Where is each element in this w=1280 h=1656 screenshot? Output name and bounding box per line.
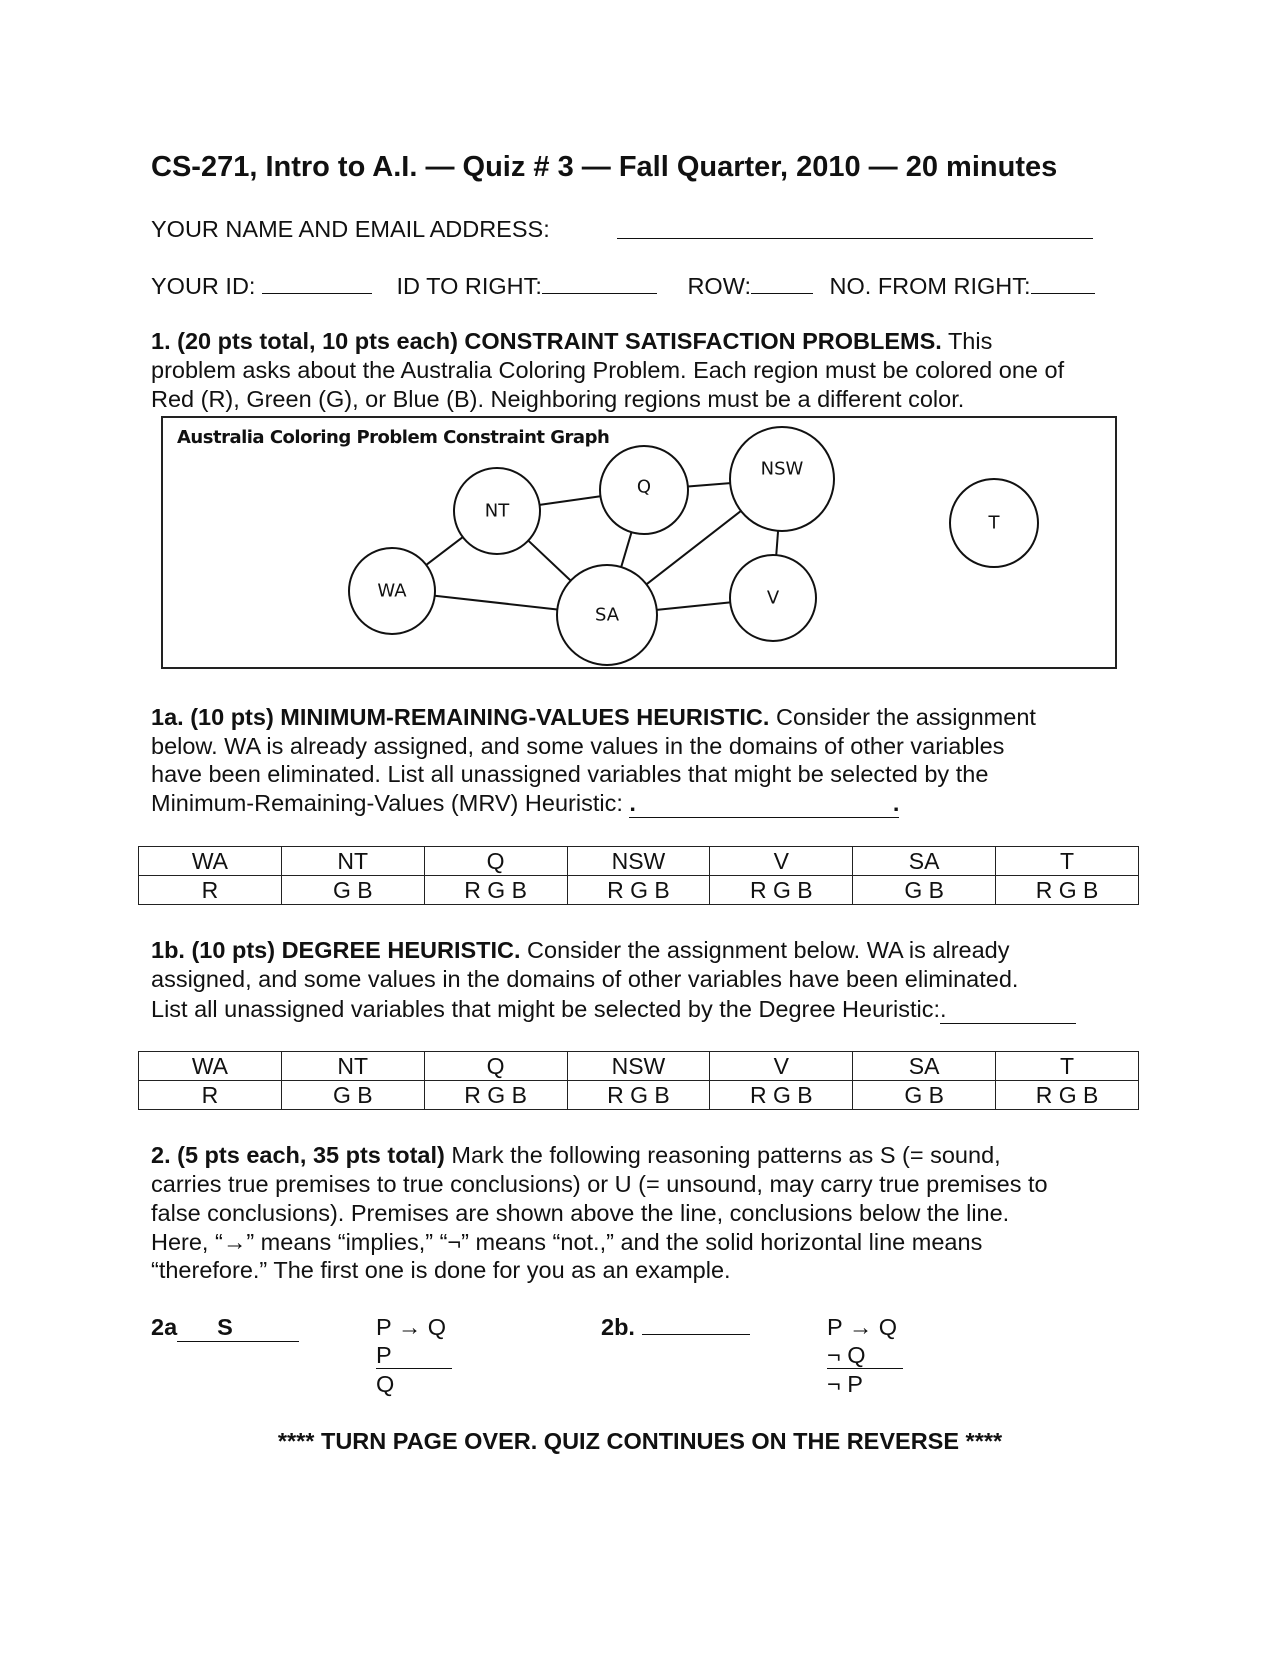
q2-line4: Here, “→” means “implies,” “¬” means “not.,” and the solid horizontal line means (151, 1229, 983, 1255)
graph-edge-Q-NSW (688, 483, 730, 486)
q2a-premise1: P → Q (376, 1314, 447, 1340)
q2-line2: carries true premises to true conclusions) or U (= unsound, may carry true premises to (151, 1171, 1048, 1197)
q2b-premise1: P → Q (827, 1314, 898, 1340)
table-cell: R G B (996, 876, 1139, 905)
graph-edge-NT-Q (540, 496, 601, 505)
graph-edge-NSW-V (776, 531, 778, 555)
graph-edge-SA-V (657, 602, 730, 610)
q1b-heading: 1b. (10 pts) DEGREE HEURISTIC. (151, 937, 521, 963)
graph-node-label: V (766, 587, 780, 609)
table-header-cell: T (996, 847, 1139, 876)
q2b-conclusion: ¬ P (827, 1371, 863, 1397)
q2a-row (151, 1313, 299, 1342)
graph-edge-NT-SA (528, 541, 570, 581)
table-header-cell: T (996, 1052, 1139, 1081)
table-header-cell: NSW (567, 1052, 710, 1081)
table-cell: R (139, 876, 282, 905)
degree-answer-field[interactable] (940, 995, 1076, 1024)
table-header-row (139, 1052, 1139, 1081)
table-header-cell: WA (139, 847, 282, 876)
q1a-text: Consider the assignment (769, 704, 1036, 730)
degree-table (138, 1051, 1139, 1110)
q2b-answer-field[interactable] (642, 1313, 750, 1335)
footer-note: **** TURN PAGE OVER. QUIZ CONTINUES ON THE REVERSE **** (277, 1428, 1003, 1454)
graph-node-label: WA (377, 580, 407, 602)
mrv-answer-field[interactable] (629, 789, 899, 818)
table-cell: R G B (996, 1081, 1139, 1110)
q1-line2: problem asks about the Australia Coloring Problem. Each region must be colored one of (151, 357, 1065, 383)
q1b-line2: assigned, and some values in the domains of other variables have been eliminated. (151, 966, 1019, 992)
q1b-line1 (151, 936, 1010, 964)
page-title: CS-271, Intro to A.I. — Quiz # 3 — Fall Quarter, 2010 — 20 minutes (151, 151, 1058, 183)
id-label: YOUR ID: (151, 273, 256, 299)
graph-title: Australia Coloring Problem Constraint Graph (177, 427, 610, 448)
table-header-cell: Q (424, 1052, 567, 1081)
q1a-heading: 1a. (10 pts) MINIMUM-REMAINING-VALUES HEURISTIC. (151, 704, 770, 730)
q2-heading: 2. (5 pts each, 35 pts total) (151, 1142, 445, 1168)
table-cell: G B (853, 1081, 996, 1110)
table-cell: G B (853, 876, 996, 905)
q2-text: Mark the following reasoning patterns as S (= sound, (444, 1142, 1001, 1168)
table-header-cell: V (710, 1052, 853, 1081)
q1a-line1 (151, 703, 1036, 731)
graph-node-label: NSW (760, 458, 804, 480)
graph-edge-WA-SA (435, 596, 558, 610)
table-cell: G B (281, 1081, 424, 1110)
table-header-cell: NT (281, 1052, 424, 1081)
q1a-text4: Minimum-Remaining-Values (MRV) Heuristic: (151, 790, 630, 816)
constraint-graph (0, 0, 1280, 700)
q1b-text: Consider the assignment below. WA is already (520, 937, 1010, 963)
dot: . (939, 996, 947, 1022)
q1b-text3: List all unassigned variables that might be selected by the Degree Heuristic: (151, 996, 940, 1022)
mrv-table (138, 846, 1139, 905)
graph-node-label: T (988, 512, 1000, 534)
table-row (139, 876, 1139, 905)
q1a-line3: have been eliminated. List all unassigned variables that might be selected by the (151, 761, 989, 787)
graph-node-label: SA (594, 604, 620, 626)
q1a-line4 (151, 789, 899, 818)
table-cell: R G B (424, 1081, 567, 1110)
graph-edge-WA-NT (426, 537, 463, 565)
graph-edge-Q-SA (621, 532, 631, 567)
q2a-premise2: P (376, 1342, 452, 1369)
table-header-row (139, 847, 1139, 876)
table-cell: R (139, 1081, 282, 1110)
dot: . (629, 790, 636, 816)
table-cell: R G B (424, 876, 567, 905)
q1-heading: 1. (20 pts total, 10 pts each) CONSTRAINT SATISFACTION PROBLEMS. (151, 328, 942, 354)
q1-text: This (941, 328, 993, 354)
table-header-cell: SA (853, 1052, 996, 1081)
q2-line5: “therefore.” The first one is done for you as an example. (151, 1257, 731, 1283)
q2a-label: 2a (151, 1314, 178, 1340)
table-row (139, 1081, 1139, 1110)
table-cell: R G B (710, 1081, 853, 1110)
no-right-label: NO. FROM RIGHT: (829, 273, 1031, 299)
table-header-cell: NSW (567, 847, 710, 876)
graph-node-label: Q (636, 476, 652, 498)
dot: . (892, 790, 900, 816)
table-header-cell: V (710, 847, 853, 876)
table-header-cell: NT (281, 847, 424, 876)
q2b-row (601, 1313, 750, 1341)
table-header-cell: WA (139, 1052, 282, 1081)
table-cell: R G B (567, 876, 710, 905)
table-header-cell: Q (424, 847, 567, 876)
q2-line1 (151, 1141, 1001, 1169)
row-label: ROW: (687, 273, 751, 299)
q2-line3: false conclusions). Premises are shown above the line, conclusions below the line. (151, 1200, 1010, 1226)
table-cell: G B (281, 876, 424, 905)
table-cell: R G B (710, 876, 853, 905)
q2a-answer: S (217, 1314, 233, 1340)
name-label: YOUR NAME AND EMAIL ADDRESS: (151, 216, 550, 242)
table-cell: R G B (567, 1081, 710, 1110)
q2b-label: 2b. (601, 1314, 635, 1340)
id-right-label: ID TO RIGHT: (396, 273, 542, 299)
graph-node-label: NT (484, 500, 510, 522)
q2b-premise2: ¬ Q (827, 1342, 903, 1369)
q1a-line2: below. WA is already assigned, and some values in the domains of other variables (151, 733, 1005, 759)
q1-line3: Red (R), Green (G), or Blue (B). Neighboring regions must be a different color. (151, 386, 965, 412)
table-header-cell: SA (853, 847, 996, 876)
q1b-line3 (151, 995, 1076, 1024)
q2a-conclusion: Q (376, 1371, 395, 1397)
q2a-answer-field[interactable] (177, 1313, 299, 1342)
